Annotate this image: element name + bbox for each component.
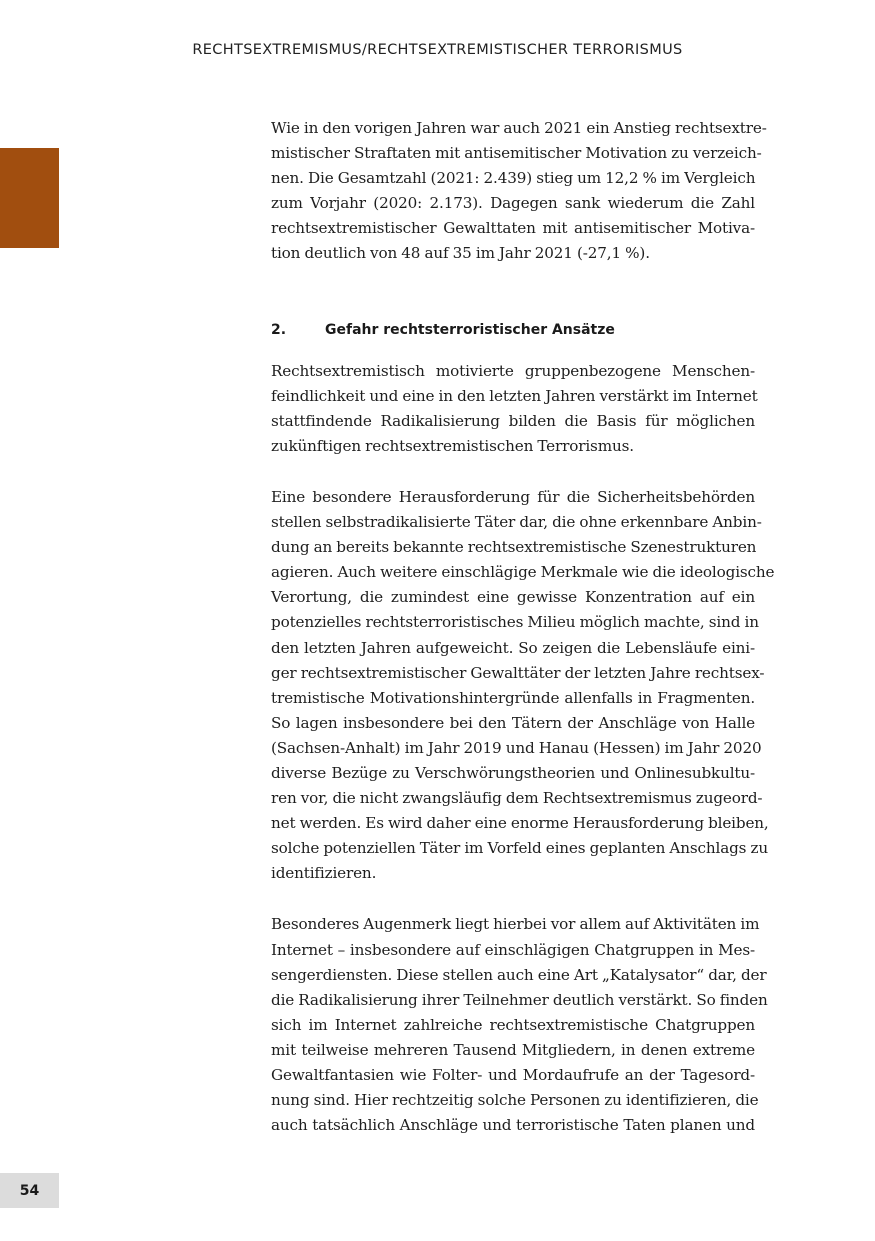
text-line: identifizieren. [271,864,377,883]
text-line: nen. Die Gesamtzahl (2021: 2.439) stieg um 12,2 % im Vergleich [271,169,756,188]
text-line: dung an bereits bekannte rechtsextremistische Szenestrukturen [271,538,757,557]
chapter-color-tab [0,148,59,248]
text-line: Internet – insbesondere auf einschlägigen Chatgruppen in Mes- [271,940,755,959]
text-line: tion deutlich von 48 auf 35 im Jahr 2021 (-27,1 %). [271,244,650,263]
text-line: Rechtsextremistisch motivierte gruppenbezogene Menschen- [271,361,755,380]
section-paragraph [271,912,768,1138]
text-line: mistischer Straftaten mit antisemitischer Motivation zu verzeich- [271,144,762,163]
text-line: agieren. Auch weitere einschlägige Merkmale wie die ideologische [271,563,775,582]
text-line: die Radikalisierung ihrer Teilnehmer deutlich verstärkt. So finden [271,990,768,1009]
text-line: stattfindende Radikalisierung bilden die Basis für möglichen [271,411,755,430]
text-line: tremistische Motivationshintergründe allenfalls in Fragmenten. [271,688,755,707]
text-line: Verortung, die zumindest eine gewisse Konzentration auf ein [271,588,755,607]
text-line: zum Vorjahr (2020: 2.173). Dagegen sank wiederum die Zahl [271,194,755,213]
text-line: diverse Bezüge zu Verschwörungstheorien und Onlinesubkultu- [271,763,755,782]
page-number: 54 [0,1173,59,1208]
running-header: RECHTSEXTREMISMUS/RECHTSEXTREMISTISCHER TERRORISMUS [192,42,683,58]
text-line: stellen selbstradikalisierte Täter dar, die ohne erkennbare Anbin- [271,513,762,532]
text-line: (Sachsen-Anhalt) im Jahr 2019 und Hanau (Hessen) im Jahr 2020 [271,738,762,757]
text-line: solche potenziellen Täter im Vorfeld eines geplanten Anschlags zu [271,839,768,858]
section-number: 2. [271,321,287,338]
section-title: Gefahr rechtsterroristischer Ansätze [325,321,615,338]
text-line: rechtsextremistischer Gewalttaten mit antisemitischer Motiva- [271,219,755,238]
section-heading [271,322,755,338]
text-line: auch tatsächlich Anschläge und terroristische Taten planen und [271,1116,755,1135]
text-line: ren vor, die nicht zwangsläufig dem Rechtsextremismus zugeord- [271,789,763,808]
intro-paragraph [271,116,767,267]
text-line: nung sind. Hier rechtzeitig solche Personen zu identifizieren, die [271,1091,759,1110]
text-line: ger rechtsextremistischer Gewalttäter der letzten Jahre rechtsex- [271,663,765,682]
main-content [271,116,775,1138]
text-line: Eine besondere Herausforderung für die Sicherheitsbehörden [271,487,755,506]
section-paragraph [271,485,775,887]
text-line: feindlichkeit und eine in den letzten Jahren verstärkt im Internet [271,386,758,405]
text-line: Gewaltfantasien wie Folter- und Mordaufrufe an der Tagesord- [271,1066,755,1084]
text-line: Besonderes Augenmerk liegt hierbei vor allem auf Aktivitäten im [271,915,760,934]
section-paragraph [271,359,758,459]
text-line: So lagen insbesondere bei den Tätern der Anschläge von Halle [271,713,755,732]
text-line: sengerdiensten. Diese stellen auch eine Art „Katalysator“ dar, der [271,965,767,984]
text-line: potenzielles rechtsterroristisches Milieu möglich machte, sind in [271,613,759,632]
text-line: net werden. Es wird daher eine enorme Herausforderung bleiben, [271,814,769,833]
text-line: den letzten Jahren aufgeweicht. So zeigen die Lebensläufe eini- [271,638,755,657]
text-line: Wie in den vorigen Jahren war auch 2021 ein Anstieg rechtsextre- [271,119,767,137]
text-line: zukünftigen rechtsextremistischen Terrorismus. [271,436,634,455]
text-line: mit teilweise mehreren Tausend Mitgliedern, in denen extreme [271,1040,755,1059]
text-line: sich im Internet zahlreiche rechtsextremistische Chatgruppen [271,1015,755,1034]
